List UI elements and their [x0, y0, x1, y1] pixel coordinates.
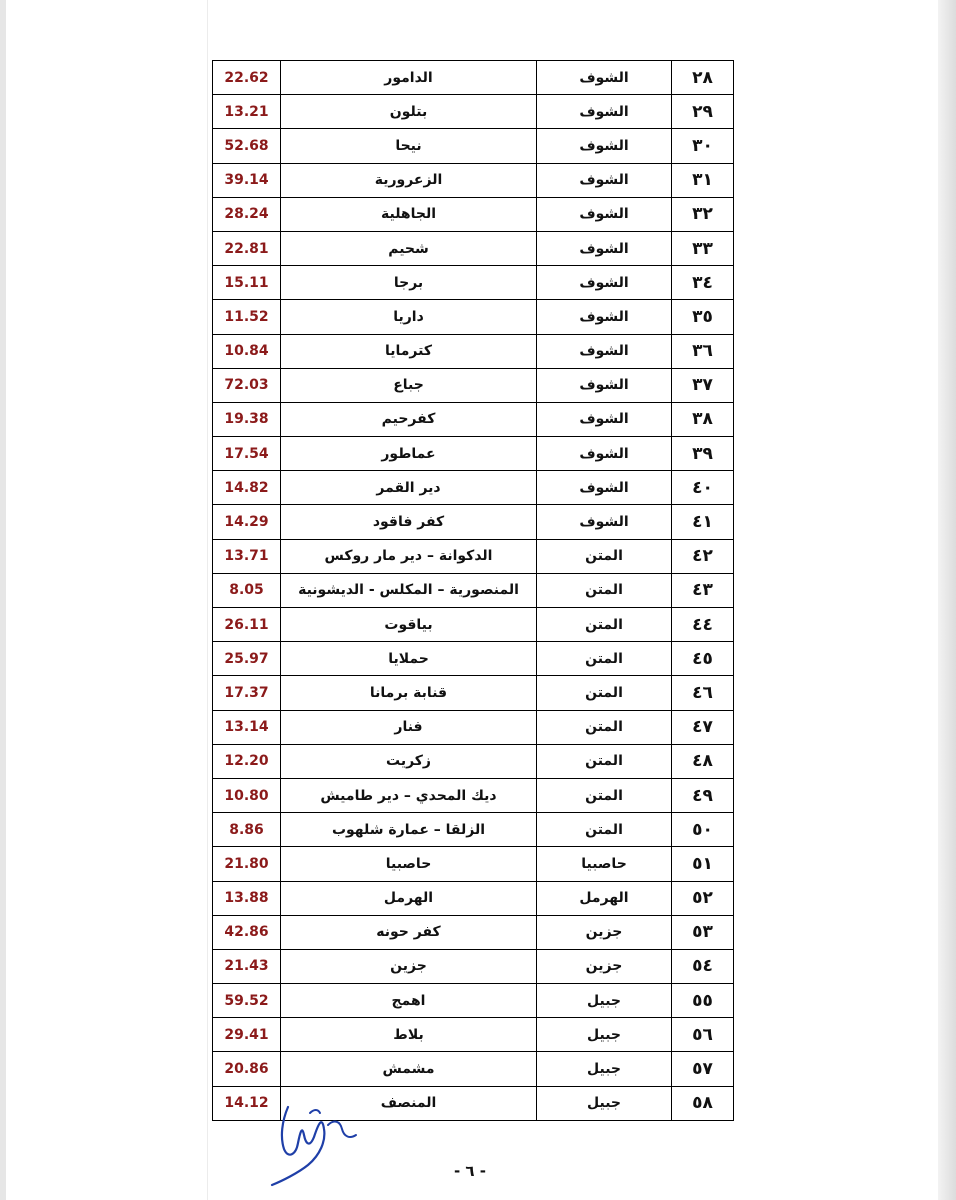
town-cell: داريا — [280, 300, 536, 333]
row-number-cell: ٣٥ — [671, 300, 733, 333]
table-row — [213, 916, 733, 950]
district-cell: الهرمل — [536, 882, 671, 915]
value-cell: 10.84 — [224, 343, 269, 360]
row-number-cell: ٥٤ — [671, 950, 733, 983]
row-number-cell: ٤٥ — [671, 642, 733, 675]
row-number-cell: ٥١ — [671, 847, 733, 880]
value-cell: 17.54 — [224, 445, 269, 462]
district-cell: الشوف — [536, 164, 671, 197]
row-number-cell: ٣٦ — [671, 335, 733, 368]
town-cell: الزعرورية — [280, 164, 536, 197]
value-cell: 10.80 — [224, 787, 269, 804]
town-cell: بتلون — [280, 95, 536, 128]
table-row — [213, 882, 733, 916]
table-row — [213, 1018, 733, 1052]
value-cell: 17.37 — [224, 684, 269, 701]
town-cell: كفرحيم — [280, 403, 536, 436]
table-row — [213, 129, 733, 163]
town-cell: دير القمر — [280, 471, 536, 504]
town-cell: عماطور — [280, 437, 536, 470]
table-row — [213, 711, 733, 745]
row-number-cell: ٥٣ — [671, 916, 733, 949]
table-row — [213, 540, 733, 574]
town-cell: كفر حونه — [280, 916, 536, 949]
value-cell: 13.14 — [224, 719, 269, 736]
row-number-cell: ٥٦ — [671, 1018, 733, 1051]
town-cell: كترمايا — [280, 335, 536, 368]
scan-edge-right — [938, 0, 956, 1200]
town-cell: جباع — [280, 369, 536, 402]
town-cell: المنصورية – المكلس - الديشونية — [280, 574, 536, 607]
table-row — [213, 198, 733, 232]
value-cell: 11.52 — [224, 308, 269, 325]
value-cell: 14.12 — [224, 1095, 269, 1112]
district-cell: الشوف — [536, 95, 671, 128]
row-number-cell: ٢٨ — [671, 61, 733, 94]
row-number-cell: ٥٠ — [671, 813, 733, 846]
row-number-cell: ٤٧ — [671, 711, 733, 744]
town-cell: المنصف — [280, 1087, 536, 1120]
table-row — [213, 164, 733, 198]
table-row — [213, 232, 733, 266]
value-cell: 21.80 — [224, 855, 269, 872]
district-cell: الشوف — [536, 266, 671, 299]
town-cell: الدكوانة – دير مار روكس — [280, 540, 536, 573]
table-row — [213, 779, 733, 813]
table-row — [213, 61, 733, 95]
town-cell: اهمج — [280, 984, 536, 1017]
town-cell: حملايا — [280, 642, 536, 675]
district-cell: المتن — [536, 745, 671, 778]
district-cell: الشوف — [536, 471, 671, 504]
district-cell: الشوف — [536, 335, 671, 368]
row-number-cell: ٣٠ — [671, 129, 733, 162]
district-cell: الشوف — [536, 232, 671, 265]
district-cell: المتن — [536, 676, 671, 709]
town-cell: قنابة برمانا — [280, 676, 536, 709]
town-cell: نيحا — [280, 129, 536, 162]
district-cell: جبيل — [536, 1052, 671, 1085]
district-cell: المتن — [536, 540, 671, 573]
row-number-cell: ٤٤ — [671, 608, 733, 641]
row-number-cell: ٥٢ — [671, 882, 733, 915]
value-cell: 42.86 — [224, 924, 269, 941]
row-number-cell: ٣١ — [671, 164, 733, 197]
district-cell: المتن — [536, 711, 671, 744]
row-number-cell: ٤٦ — [671, 676, 733, 709]
table-row — [213, 403, 733, 437]
row-number-cell: ٢٩ — [671, 95, 733, 128]
table-row — [213, 95, 733, 129]
table-row — [213, 300, 733, 334]
value-cell: 25.97 — [224, 650, 269, 667]
value-cell: 13.21 — [224, 103, 269, 120]
value-cell: 20.86 — [224, 1061, 269, 1078]
table-row — [213, 642, 733, 676]
table-row — [213, 369, 733, 403]
district-cell: المتن — [536, 574, 671, 607]
value-cell: 12.20 — [224, 753, 269, 770]
town-cell: بلاط — [280, 1018, 536, 1051]
district-cell: المتن — [536, 642, 671, 675]
town-cell: فنار — [280, 711, 536, 744]
row-number-cell: ٣٢ — [671, 198, 733, 231]
district-cell: المتن — [536, 813, 671, 846]
town-cell: حاصبيا — [280, 847, 536, 880]
row-number-cell: ٣٧ — [671, 369, 733, 402]
row-number-cell: ٤٢ — [671, 540, 733, 573]
value-cell: 21.43 — [224, 958, 269, 975]
town-cell: شحيم — [280, 232, 536, 265]
row-number-cell: ٣٩ — [671, 437, 733, 470]
table-row — [213, 813, 733, 847]
table-row — [213, 574, 733, 608]
district-cell: الشوف — [536, 129, 671, 162]
scan-edge-left — [0, 0, 6, 1200]
scan-fold-line — [207, 0, 208, 1200]
district-cell: جبيل — [536, 984, 671, 1017]
value-cell: 14.29 — [224, 514, 269, 531]
value-cell: 22.62 — [224, 69, 269, 86]
town-cell: جزين — [280, 950, 536, 983]
page-number: - ٦ - — [453, 1162, 487, 1180]
row-number-cell: ٣٤ — [671, 266, 733, 299]
value-cell: 8.05 — [229, 582, 264, 599]
table-row — [213, 608, 733, 642]
town-cell: مشمش — [280, 1052, 536, 1085]
value-cell: 29.41 — [224, 1026, 269, 1043]
table-row — [213, 1052, 733, 1086]
table-row — [213, 984, 733, 1018]
town-cell: ديك المحدي – دير طاميش — [280, 779, 536, 812]
value-cell: 39.14 — [224, 172, 269, 189]
value-cell: 19.38 — [224, 411, 269, 428]
district-cell: الشوف — [536, 505, 671, 538]
district-cell: جبيل — [536, 1087, 671, 1120]
district-cell: الشوف — [536, 403, 671, 436]
row-number-cell: ٥٨ — [671, 1087, 733, 1120]
district-cell: المتن — [536, 608, 671, 641]
town-cell: كفر فاقود — [280, 505, 536, 538]
district-cell: الشوف — [536, 300, 671, 333]
row-number-cell: ٥٧ — [671, 1052, 733, 1085]
district-cell: الشوف — [536, 198, 671, 231]
table-row — [213, 335, 733, 369]
town-cell: الجاهلية — [280, 198, 536, 231]
table-row — [213, 505, 733, 539]
district-cell: الشوف — [536, 437, 671, 470]
value-cell: 15.11 — [224, 274, 269, 291]
town-cell: بياقوت — [280, 608, 536, 641]
row-number-cell: ٣٣ — [671, 232, 733, 265]
town-cell: الدامور — [280, 61, 536, 94]
table-row — [213, 745, 733, 779]
value-cell: 13.88 — [224, 890, 269, 907]
row-number-cell: ٤٩ — [671, 779, 733, 812]
district-cell: الشوف — [536, 61, 671, 94]
town-cell: زكريت — [280, 745, 536, 778]
row-number-cell: ٣٨ — [671, 403, 733, 436]
district-cell: جزين — [536, 916, 671, 949]
handwritten-signature — [258, 1085, 378, 1190]
table-row — [213, 437, 733, 471]
table-row — [213, 676, 733, 710]
row-number-cell: ٤١ — [671, 505, 733, 538]
row-number-cell: ٥٥ — [671, 984, 733, 1017]
value-cell: 13.71 — [224, 548, 269, 565]
town-cell: الزلقا – عمارة شلهوب — [280, 813, 536, 846]
table-row — [213, 847, 733, 881]
value-cell: 8.86 — [229, 821, 264, 838]
row-number-cell: ٤٠ — [671, 471, 733, 504]
district-cell: الشوف — [536, 369, 671, 402]
results-table — [212, 60, 734, 1121]
town-cell: الهرمل — [280, 882, 536, 915]
table-row — [213, 950, 733, 984]
town-cell: برجا — [280, 266, 536, 299]
district-cell: جبيل — [536, 1018, 671, 1051]
value-cell: 52.68 — [224, 137, 269, 154]
value-cell: 28.24 — [224, 206, 269, 223]
row-number-cell: ٤٣ — [671, 574, 733, 607]
value-cell: 59.52 — [224, 992, 269, 1009]
value-cell: 72.03 — [224, 377, 269, 394]
table-row — [213, 471, 733, 505]
district-cell: جزين — [536, 950, 671, 983]
value-cell: 22.81 — [224, 240, 269, 257]
value-cell: 26.11 — [224, 616, 269, 633]
table-row — [213, 266, 733, 300]
row-number-cell: ٤٨ — [671, 745, 733, 778]
district-cell: حاصبيا — [536, 847, 671, 880]
value-cell: 14.82 — [224, 479, 269, 496]
district-cell: المتن — [536, 779, 671, 812]
